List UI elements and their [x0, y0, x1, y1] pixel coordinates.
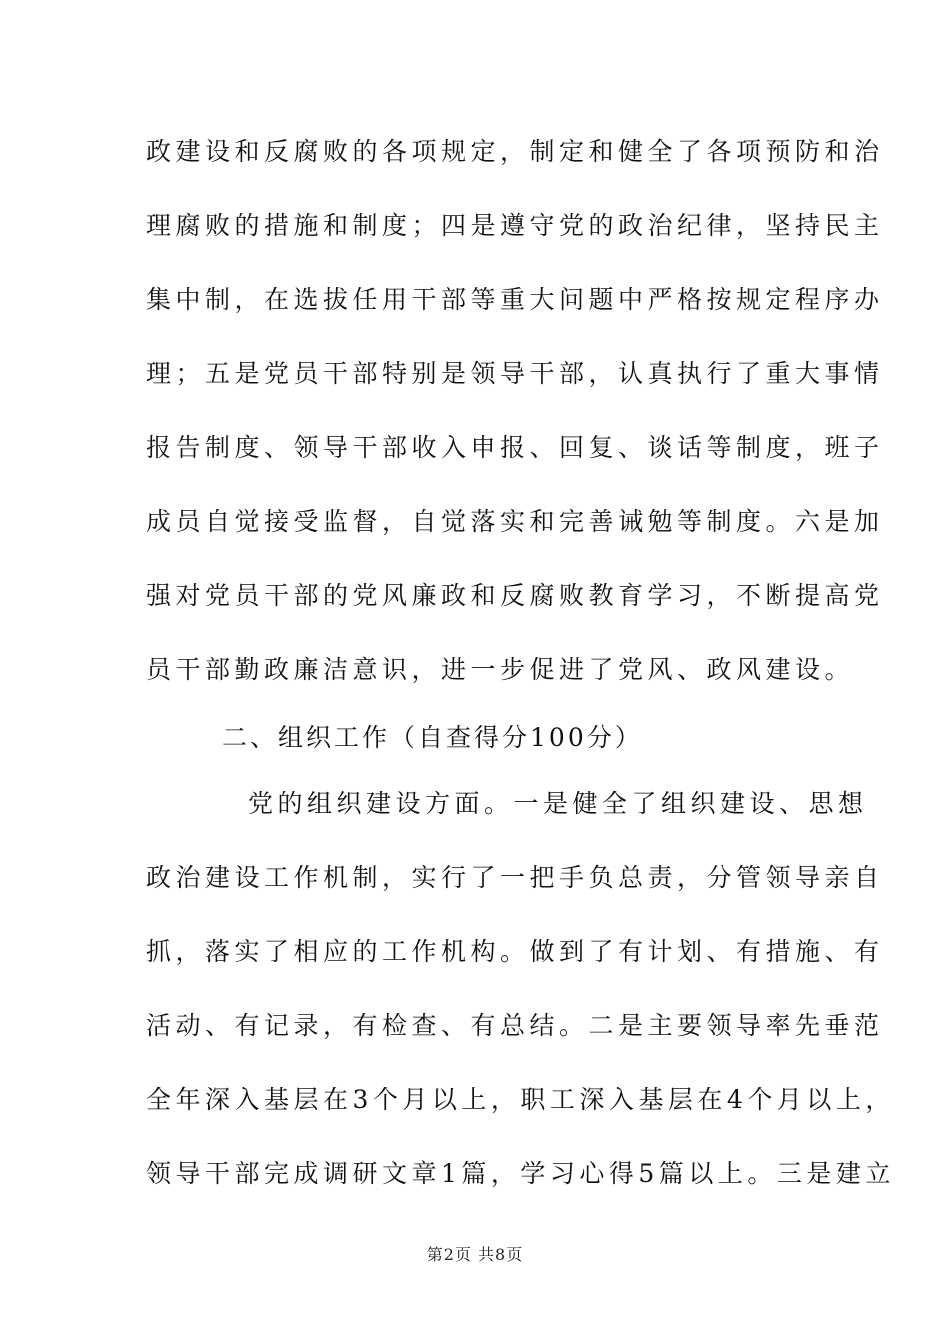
body-text-line: 员干部勤政廉洁意识，进一步促进了党风、政风建设。	[146, 655, 855, 684]
body-text-line: 报告制度、领导干部收入申报、回复、谈话等制度，班子	[146, 433, 884, 462]
body-text-line: 政治建设工作机制，实行了一把手负总责，分管领导亲自	[146, 863, 884, 892]
page-number-footer: 第2页 共8页	[426, 1245, 524, 1264]
body-text-line: 理；五是党员干部特别是领导干部，认真执行了重大事情	[146, 359, 884, 388]
body-text-line: 抓，落实了相应的工作机构。做到了有计划、有措施、有	[146, 937, 884, 966]
body-text-line: 领导干部完成调研文章1篇，学习心得5篇以上。三是建立	[146, 1159, 895, 1188]
body-text-line: 全年深入基层在3个月以上，职工深入基层在4个月以上，	[146, 1085, 895, 1114]
body-text-line: 党的组织建设方面。一是健全了组织建设、思想	[248, 789, 868, 818]
body-text-line: 活动、有记录，有检查、有总结。二是主要领导率先垂范	[146, 1011, 884, 1040]
body-text-line: 集中制，在选拔任用干部等重大问题中严格按规定程序办	[146, 285, 884, 314]
body-text-line: 强对党员干部的党风廉政和反腐败教育学习，不断提高党	[146, 581, 884, 610]
body-text-line: 政建设和反腐败的各项规定，制定和健全了各项预防和治	[146, 137, 884, 166]
section-heading: 二、组织工作（自查得分100分）	[222, 723, 643, 752]
body-text-line: 理腐败的措施和制度；四是遵守党的政治纪律，坚持民主	[146, 211, 884, 240]
body-text-line: 成员自觉接受监督，自觉落实和完善诫勉等制度。六是加	[146, 507, 884, 536]
